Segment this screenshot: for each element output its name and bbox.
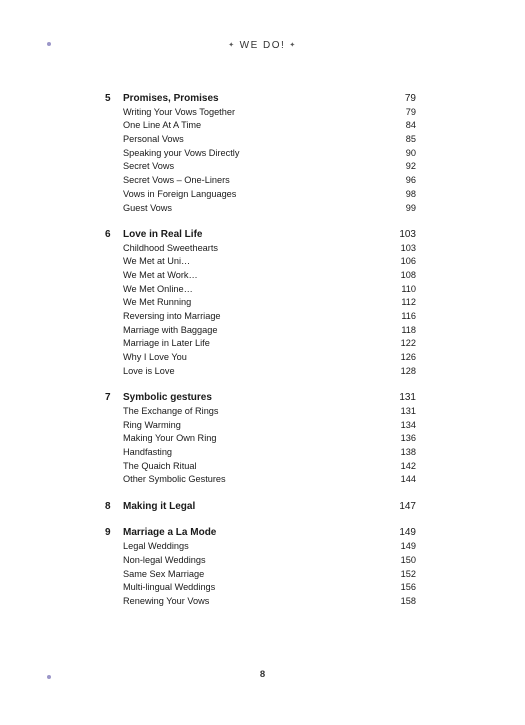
toc-entry-title: We Met at Work… [123, 270, 198, 281]
toc-entry-title: Making Your Own Ring [123, 433, 217, 444]
toc-entry[interactable] [105, 255, 416, 269]
toc-entry[interactable] [105, 296, 416, 310]
toc-entry-title: Multi-lingual Weddings [123, 582, 216, 593]
toc-entry[interactable] [105, 242, 416, 256]
toc-entry[interactable] [105, 160, 416, 174]
chapter-title: Making it Legal [123, 500, 196, 512]
toc-entry[interactable] [105, 405, 416, 419]
toc-entry-title: We Met Online… [123, 283, 193, 294]
toc-entry[interactable] [105, 188, 416, 202]
toc-entry[interactable] [105, 283, 416, 297]
chapter-heading[interactable] [105, 526, 416, 540]
toc-entry[interactable] [105, 419, 416, 433]
chapter-title: Love in Real Life [123, 228, 203, 240]
toc-entry-page-number: 106 [400, 256, 416, 267]
toc-entry-title: Marriage with Baggage [123, 324, 218, 335]
toc-entry-page-number: 116 [401, 311, 416, 322]
chapter-number: 6 [105, 228, 111, 240]
toc-entry[interactable] [105, 337, 416, 351]
toc-entry-page-number: 158 [400, 595, 416, 606]
toc-entry-page-number: 84 [405, 120, 416, 131]
toc-entry[interactable] [105, 147, 416, 161]
chapter-title: Symbolic gestures [123, 392, 212, 404]
chapter-heading[interactable] [105, 391, 416, 405]
chapter-number: 9 [105, 527, 111, 539]
toc-entry[interactable] [105, 119, 416, 133]
toc-entry-page-number: 150 [400, 554, 416, 565]
toc-entry-title: Guest Vows [123, 202, 173, 213]
toc-entry-title: Handfasting [123, 447, 173, 458]
toc-entry-page-number: 122 [400, 338, 416, 349]
toc-entry-title: Love is Love [123, 365, 175, 376]
chapter-page-number: 103 [399, 228, 416, 240]
chapter-number: 5 [105, 93, 111, 104]
chapter-page-number: 131 [399, 392, 416, 404]
toc-entry[interactable] [105, 554, 416, 568]
chapter-page-number: 79 [404, 93, 416, 104]
toc-entry[interactable] [105, 202, 416, 216]
toc-entry-page-number: 79 [405, 106, 416, 117]
diamond-right-icon: ✦ [289, 42, 297, 49]
toc-entry-title: Childhood Sweethearts [123, 242, 218, 253]
toc-entry[interactable] [105, 365, 416, 379]
toc-entry-page-number: 131 [400, 406, 416, 417]
toc-entry-page-number: 126 [400, 352, 416, 363]
chapter-section [105, 92, 416, 215]
toc-entry-title: Personal Vows [123, 134, 184, 145]
toc-entry-title: Other Symbolic Gestures [123, 474, 226, 485]
toc-entry-title: Speaking your Vows Directly [123, 147, 240, 158]
toc-entry[interactable] [105, 473, 416, 487]
toc-entry-page-number: 156 [400, 582, 416, 593]
chapter-number: 8 [105, 500, 111, 512]
chapter-heading[interactable] [105, 228, 416, 242]
toc-entry-page-number: 144 [400, 474, 416, 485]
running-header [0, 40, 525, 51]
chapter-page-number: 149 [399, 527, 416, 539]
toc-entry-title: We Met Running [123, 297, 192, 308]
toc-entry[interactable] [105, 174, 416, 188]
toc-entry-page-number: 96 [405, 175, 416, 186]
chapter-heading[interactable] [105, 92, 416, 106]
toc-entry[interactable] [105, 581, 416, 595]
chapter-section [105, 500, 416, 514]
toc-entry-page-number: 110 [401, 283, 416, 294]
toc-entry-title: The Exchange of Rings [123, 406, 219, 417]
toc-entry[interactable] [105, 432, 416, 446]
chapter-heading[interactable] [105, 500, 416, 514]
toc-entry-title: We Met at Uni… [123, 256, 191, 267]
toc-entry-page-number: 138 [400, 447, 416, 458]
toc-entry-title: Writing Your Vows Together [123, 106, 236, 117]
toc-entry-title: Why I Love You [123, 352, 187, 363]
toc-entry-page-number: 142 [400, 460, 416, 471]
chapter-title: Promises, Promises [123, 93, 219, 104]
toc-entry[interactable] [105, 310, 416, 324]
toc-entry-page-number: 112 [401, 297, 416, 308]
toc-entry-title: Non-legal Weddings [123, 554, 206, 565]
toc-entry-title: The Quaich Ritual [123, 460, 197, 471]
chapter-title: Marriage a La Mode [123, 527, 217, 539]
toc-entry[interactable] [105, 446, 416, 460]
toc-entry-page-number: 85 [405, 134, 416, 145]
toc-entry-page-number: 149 [400, 541, 416, 552]
chapter-section [105, 228, 416, 379]
toc-entry[interactable] [105, 460, 416, 474]
toc-entry[interactable] [105, 106, 416, 120]
toc-entry[interactable] [105, 540, 416, 554]
toc-entry-title: Ring Warming [123, 419, 181, 430]
toc-entry-title: Renewing Your Vows [123, 595, 210, 606]
toc-entry-page-number: 108 [400, 270, 416, 281]
toc-entry[interactable] [105, 324, 416, 338]
toc-entry-title: Legal Weddings [123, 541, 189, 552]
toc-entry-page-number: 99 [405, 202, 416, 213]
diamond-left-icon: ✦ [228, 42, 236, 49]
chapter-section [105, 391, 416, 487]
toc-entry-page-number: 118 [401, 324, 416, 335]
toc-entry[interactable] [105, 351, 416, 365]
toc-entry-title: Secret Vows [123, 161, 175, 172]
toc-entry-page-number: 103 [400, 242, 416, 253]
toc-entry[interactable] [105, 568, 416, 582]
toc-entry-title: Secret Vows – One-Liners [123, 175, 230, 186]
toc-entry[interactable] [105, 133, 416, 147]
chapter-section [105, 526, 416, 608]
chapter-page-number: 147 [399, 500, 416, 512]
toc-entry-page-number: 128 [400, 365, 416, 376]
toc-entry-title: Reversing into Marriage [123, 311, 221, 322]
toc-entry-page-number: 90 [405, 147, 416, 158]
table-of-contents [105, 92, 416, 621]
page-number: 8 [259, 669, 266, 680]
toc-entry-page-number: 92 [405, 161, 416, 172]
toc-entry-page-number: 152 [400, 568, 416, 579]
toc-entry-title: Marriage in Later Life [123, 338, 210, 349]
toc-entry-page-number: 136 [400, 433, 416, 444]
toc-entry[interactable] [105, 595, 416, 609]
running-header-title: WE DO! [239, 40, 286, 51]
toc-entry-title: Vows in Foreign Languages [123, 188, 237, 199]
toc-entry-title: Same Sex Marriage [123, 568, 205, 579]
chapter-number: 7 [105, 392, 111, 404]
toc-entry[interactable] [105, 269, 416, 283]
toc-entry-page-number: 98 [405, 188, 416, 199]
toc-entry-title: One Line At A Time [123, 120, 202, 131]
toc-entry-page-number: 134 [400, 419, 416, 430]
